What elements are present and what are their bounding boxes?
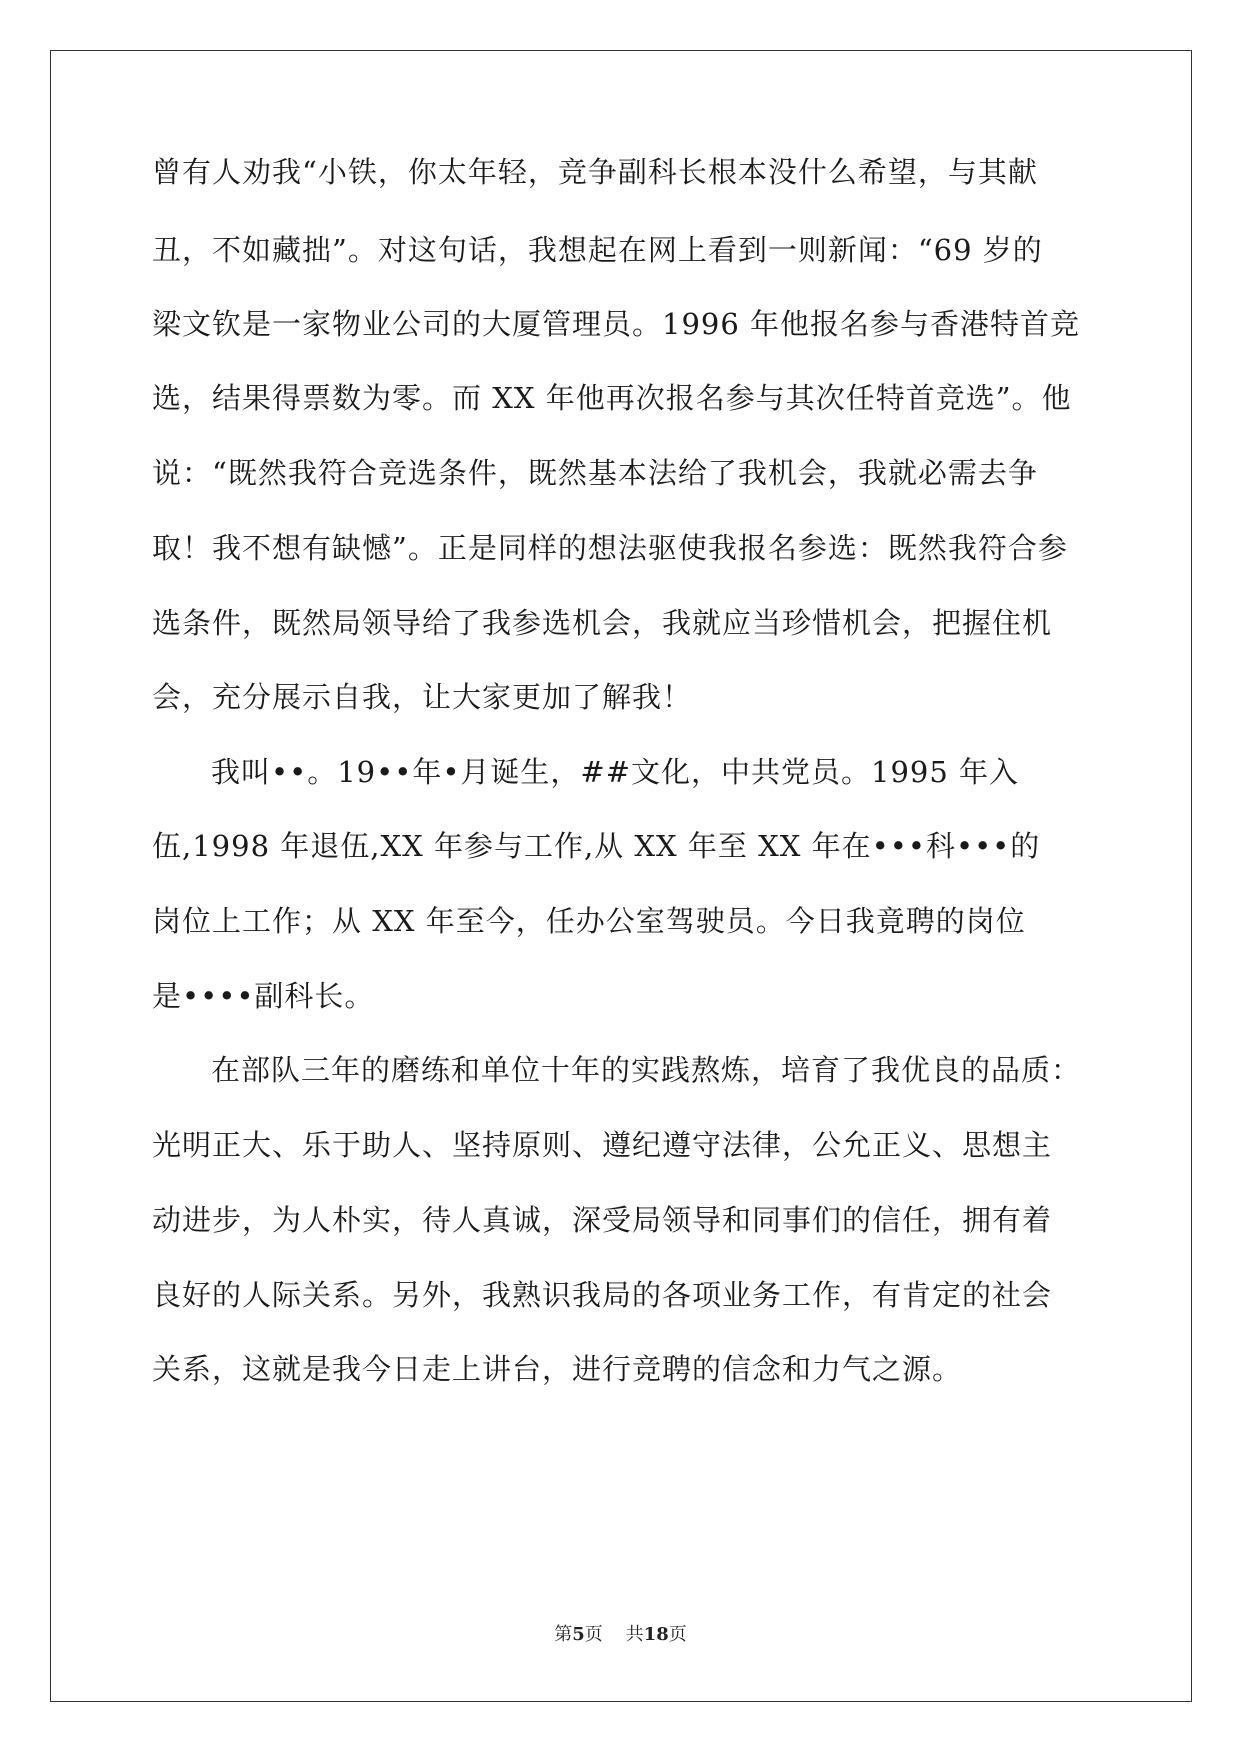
page-number: 5 — [572, 1624, 585, 1645]
page-frame — [50, 50, 1192, 1702]
page-prefix: 第 — [554, 1624, 573, 1645]
text-line: 丑，不如藏拙”。对这句话，我想起在网上看到一则新闻：“69 岁的 — [152, 233, 1043, 267]
text-line: 良好的人际关系。另外，我熟识我局的各项业务工作，有肯定的社会 — [152, 1278, 1053, 1312]
text-line: 在部队三年的磨练和单位十年的实践熬炼，培育了我优良的品质： — [211, 1053, 1082, 1087]
text-line: 选条件，既然局领导给了我参选机会，我就应当珍惜机会，把握住机 — [152, 606, 1053, 640]
text-line: 动进步，为人朴实，待人真诚，深受局领导和同事们的信任，拥有着 — [152, 1203, 1053, 1237]
page-footer — [0, 1623, 1241, 1647]
text-line: 说：“既然我符合竞选条件，既然基本法给了我机会，我就必需去争 — [152, 456, 1038, 490]
text-line: 我叫••。19••年•月诞生，##文化，中共党员。1995 年入 — [211, 755, 1020, 789]
text-line: 关系，这就是我今日走上讲台，进行竞聘的信念和力气之源。 — [152, 1352, 963, 1386]
text-line: 光明正大、乐于助人、坚持原则、遵纪遵守法律，公允正义、思想主 — [152, 1128, 1053, 1162]
text-line: 梁文钦是一家物业公司的大厦管理员。1996 年他报名参与香港特首竞 — [152, 307, 1081, 341]
total-prefix: 共 — [625, 1624, 644, 1645]
text-line: 会，充分展示自我，让大家更加了解我！ — [152, 680, 693, 714]
text-line: 取！我不想有缺憾”。正是同样的想法驱使我报名参选：既然我符合参 — [152, 531, 1068, 565]
total-suffix: 页 — [668, 1624, 687, 1645]
text-line: 是••••副科长。 — [152, 979, 375, 1013]
text-line: 岗位上工作；从 XX 年至今，任办公室驾驶员。今日我竟聘的岗位 — [152, 904, 1026, 938]
page-suffix: 页 — [584, 1624, 603, 1645]
text-line: 曾有人劝我“小铁，你太年轻，竞争副科长根本没什么希望，与其献 — [152, 155, 1038, 189]
text-line: 选，结果得票数为零。而 XX 年他再次报名参与其次任特首竞选”。他 — [152, 381, 1072, 415]
total-pages: 18 — [643, 1624, 669, 1645]
text-line: 伍,1998 年退伍,XX 年参与工作,从 XX 年至 XX 年在•••科•••的 — [152, 829, 1041, 863]
